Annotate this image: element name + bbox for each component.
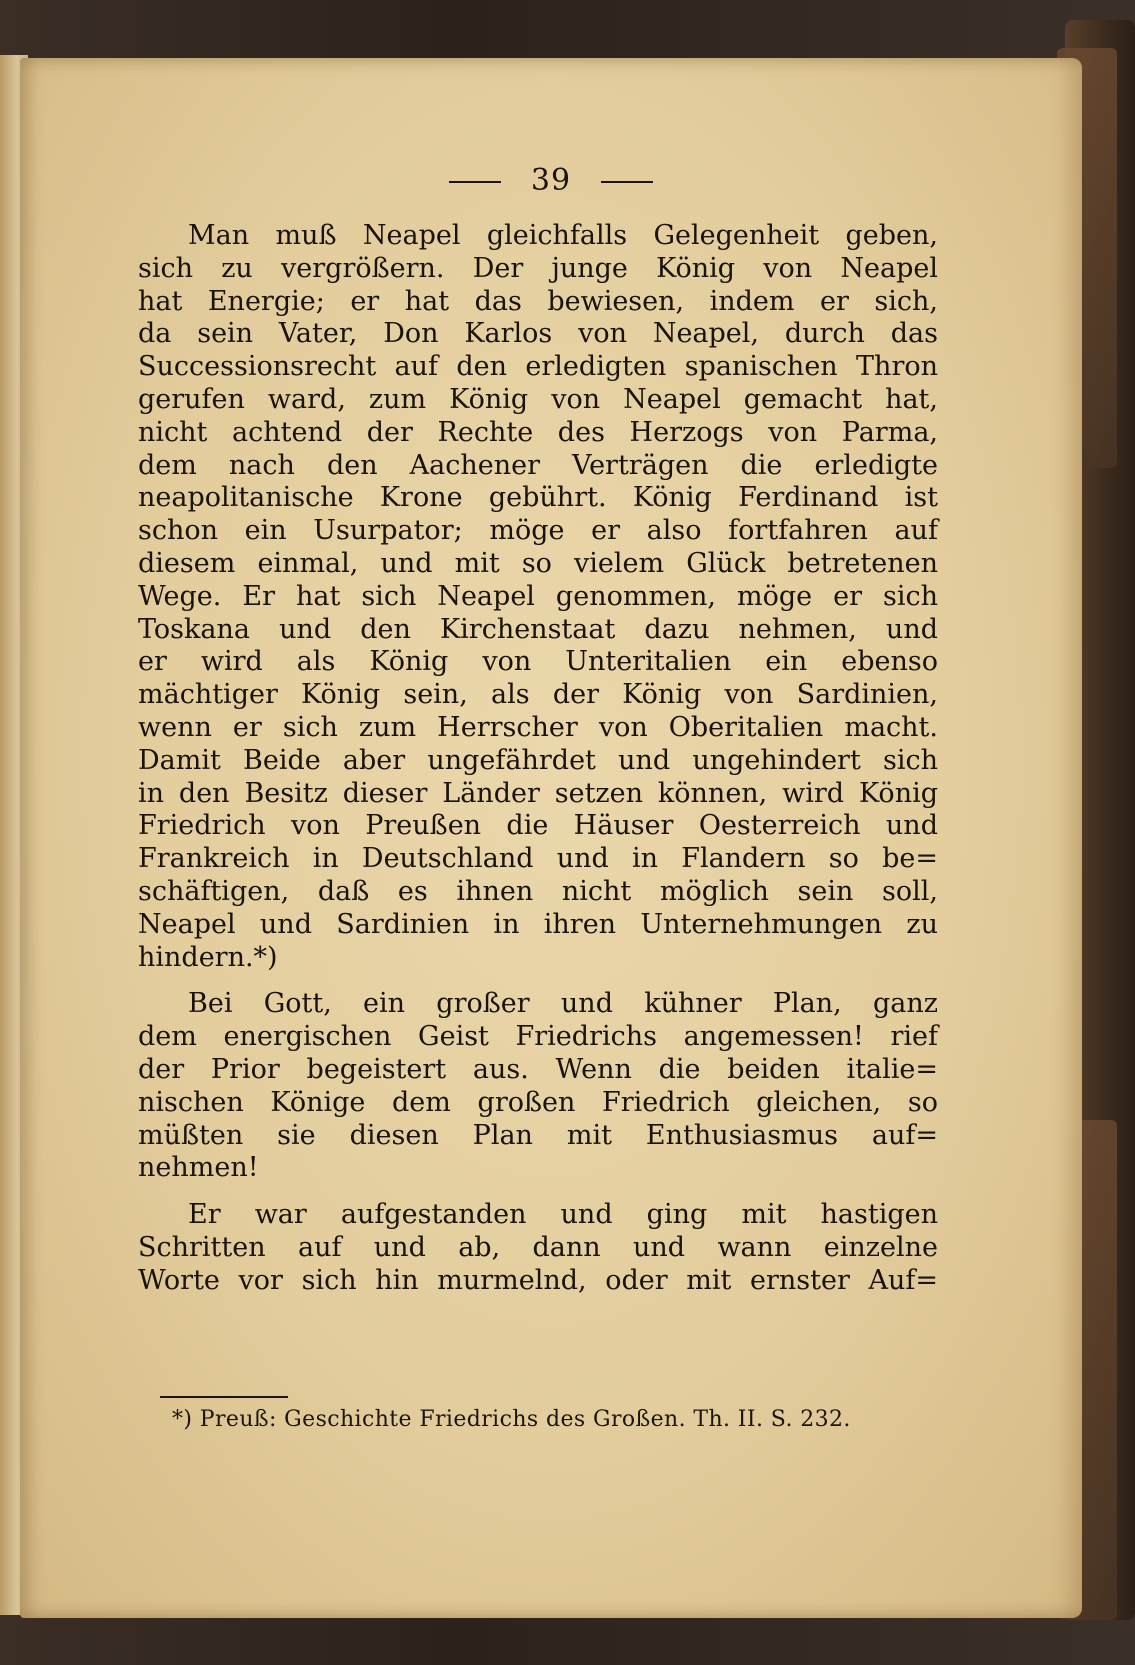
text-line: müßten sie diesen Plan mit Enthusiasmus auf= (138, 1119, 938, 1151)
text-line: nicht achtend der Rechte des Herzogs von Parma, (138, 416, 938, 448)
text-line: Damit Beide aber ungefährdet und ungehindert sich (138, 744, 938, 776)
page-number (20, 163, 1082, 198)
text-line: in den Besitz dieser Länder setzen können, wird König (138, 777, 938, 809)
text-line: Schritten auf und ab, dann und wann einzelne (138, 1231, 938, 1263)
text-line: Frankreich in Deutschland und in Flandern so be= (138, 843, 938, 875)
text-line: neapolitanische Krone gebührt. König Ferdinand ist (138, 482, 938, 514)
text-line: Er war aufgestanden und ging mit hastigen (188, 1199, 938, 1231)
text-line: Worte vor sich hin murmelnd, oder mit ernster Auf= (138, 1264, 938, 1296)
text-line: dem energischen Geist Friedrichs angemessen! rief (138, 1021, 938, 1053)
text-line: nehmen! (138, 1152, 259, 1184)
paragraph (138, 988, 938, 1185)
text-line: er wird als König von Unteritalien ein ebenso (138, 646, 938, 678)
text-line: Bei Gott, ein großer und kühner Plan, ganz (188, 988, 938, 1020)
text-line: schon ein Usurpator; möge er also fortfahren auf (138, 515, 938, 547)
text-line: Successionsrecht auf den erledigten spanischen Thron (138, 351, 938, 383)
text-line: der Prior begeistert aus. Wenn die beiden italie= (138, 1053, 938, 1085)
body-text (138, 220, 938, 1298)
book-page (20, 58, 1082, 1618)
text-line: sich zu vergrößern. Der junge König von Neapel (138, 252, 938, 284)
page-number-dash-left (449, 181, 501, 183)
text-line: schäftigen, daß es ihnen nicht möglich sein soll, (138, 875, 938, 907)
text-line: nischen Könige dem großen Friedrich gleichen, so (138, 1086, 938, 1118)
footnote: *) Preuß: Geschichte Friedrichs des Großen. Th. II. S. 232. (172, 1407, 851, 1432)
text-line: da sein Vater, Don Karlos von Neapel, durch das (138, 318, 938, 350)
text-line: gerufen ward, zum König von Neapel gemacht hat, (138, 383, 938, 415)
text-line: Man muß Neapel gleichfalls Gelegenheit geben, (188, 220, 938, 251)
page-number-value: 39 (530, 163, 572, 198)
text-line: Wege. Er hat sich Neapel genommen, möge er sich (138, 580, 938, 612)
text-line: hindern.*) (138, 941, 278, 973)
paragraph (138, 1199, 938, 1297)
text-line: mächtiger König sein, als der König von Sardinien, (138, 679, 938, 711)
text-line: hat Energie; er hat das bewiesen, indem er sich, (138, 285, 938, 317)
page-number-dash-right (601, 181, 653, 183)
text-line: dem nach den Aachener Verträgen die erledigte (138, 449, 938, 481)
text-line: Friedrich von Preußen die Häuser Oesterreich und (138, 810, 938, 842)
footnote-rule (160, 1396, 288, 1398)
text-line: diesem einmal, und mit so vielem Glück betretenen (138, 547, 938, 579)
text-line: Neapel und Sardinien in ihren Unternehmungen zu (138, 908, 938, 940)
paragraph (138, 220, 938, 974)
text-line: wenn er sich zum Herrscher von Oberitalien macht. (138, 711, 938, 743)
text-line: Toskana und den Kirchenstaat dazu nehmen, und (138, 613, 938, 645)
